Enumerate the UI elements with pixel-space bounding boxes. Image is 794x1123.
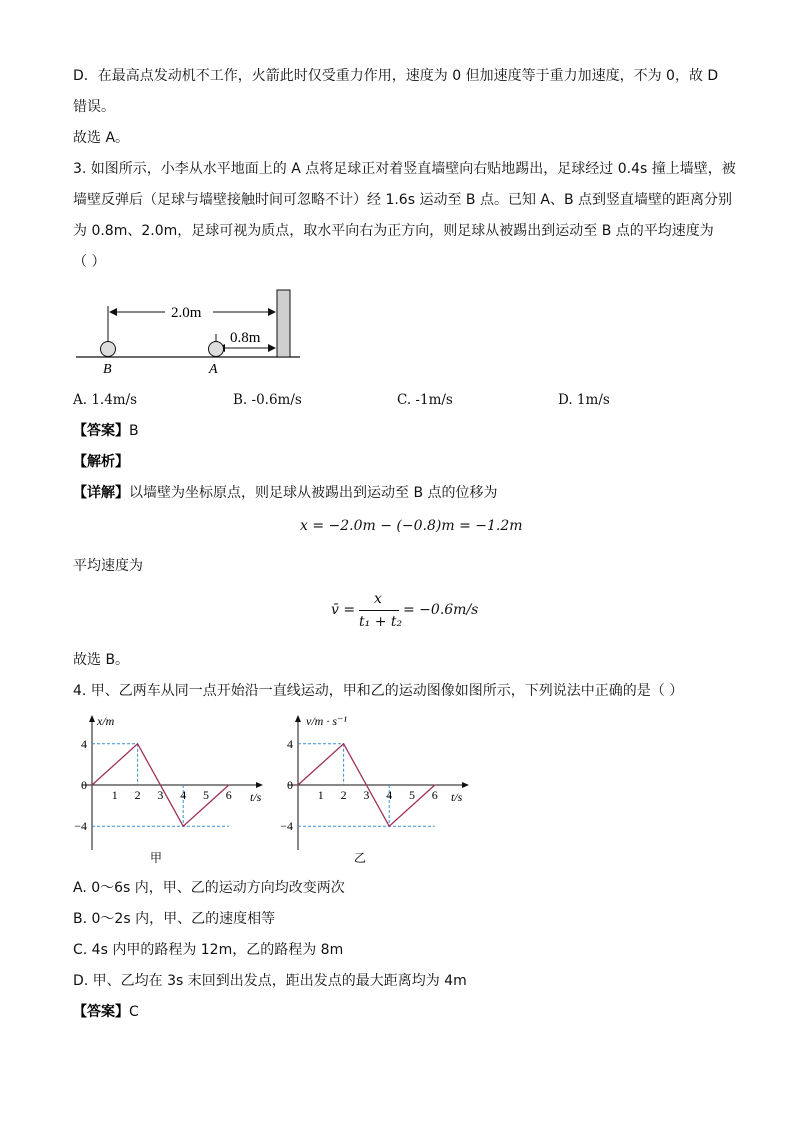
jia-point-2 xyxy=(183,826,184,827)
jia-ytick-2: −4 xyxy=(74,819,87,834)
q3-avg-label: 平均速度为 xyxy=(73,558,143,574)
yi-ytick-2: −4 xyxy=(280,819,293,834)
graph-yi-ylabel: v/m · s⁻¹ xyxy=(306,714,347,728)
formula2-num: x xyxy=(374,591,382,607)
jia-xtick-5: 5 xyxy=(203,788,209,802)
yi-xtick-6: 6 xyxy=(431,788,438,802)
label-a: A xyxy=(209,362,218,377)
q3-stem-line3: 为 0.8m、2.0m，足球可视为质点，取水平向右为正方向，则足球从被踢出到运动至 B 点的平均速度为 xyxy=(73,223,714,239)
q4-option-b: B. 0～2s 内，甲、乙的速度相等 xyxy=(73,911,276,927)
yi-point-1 xyxy=(343,743,344,744)
formula2-rhs: = −0.6m/s xyxy=(403,602,479,618)
q4-answer-value: C xyxy=(129,1004,139,1020)
graph-jia xyxy=(70,708,270,868)
dist-a-label: 0.8m xyxy=(230,330,261,346)
jia-xtick-3: 3 xyxy=(157,788,164,802)
dist-b-label: 2.0m xyxy=(171,305,202,321)
q3-choice: 故选 B。 xyxy=(73,652,130,668)
graph-yi-xlabel: t/s xyxy=(451,790,463,804)
yi-x-arrow xyxy=(462,782,469,788)
yi-point-0 xyxy=(297,784,298,785)
q2-choice: 故选 A。 xyxy=(73,130,130,146)
q4-answer-tag: 【答案】 xyxy=(73,1004,129,1020)
jia-x-arrow xyxy=(256,782,263,788)
jia-y-arrow xyxy=(89,715,95,722)
ball-b xyxy=(101,342,116,357)
graph-jia-xlabel: t/s xyxy=(250,790,262,804)
jia-xtick-4: 4 xyxy=(180,788,187,802)
q4-option-a: A. 0～6s 内，甲、乙的运动方向均改变两次 xyxy=(73,880,345,896)
ball-a xyxy=(209,342,224,357)
q4-option-c: C. 4s 内甲的路程为 12m，乙的路程为 8m xyxy=(73,942,344,958)
label-b: B xyxy=(103,362,112,377)
yi-xtick-2: 2 xyxy=(340,788,347,802)
q3-option-d: D. 1m/s xyxy=(558,392,610,408)
graph-yi-caption: 乙 xyxy=(354,851,367,865)
q3-answer-value: B xyxy=(129,423,139,439)
q3-stem-line2: 墙壁反弹后（足球与墙壁接触时间可忽略不计）经 1.6s 运动至 B 点。已知 A、B 点到竖直墙壁的距离分别 xyxy=(73,192,733,208)
q3-answer xyxy=(73,421,139,441)
q2-option-d-line1: D．在最高点发动机不工作，火箭此时仅受重力作用，速度为 0 但加速度等于重力加速度，不为 0，故 D xyxy=(73,68,719,84)
q3-answer-tag: 【答案】 xyxy=(73,423,129,439)
formula2-den: t₁ + t₂ xyxy=(359,614,403,630)
yi-ytick-1: 0 xyxy=(287,778,293,792)
jia-xtick-2: 2 xyxy=(134,788,141,802)
formula2-lhs: v̄ = xyxy=(331,602,356,618)
graph-jia-ylabel: x/m xyxy=(97,714,115,728)
q4-stem: 4. 甲、乙两车从同一点开始沿一直线运动，甲和乙的运动图像如图所示，下列说法中正确的是（ ） xyxy=(73,683,684,699)
formula2-fraction-bar xyxy=(359,610,399,611)
jia-ytick-1: 0 xyxy=(81,778,87,792)
yi-xtick-1: 1 xyxy=(317,788,324,802)
q3-figure xyxy=(70,284,310,379)
q4-option-d: D. 甲、乙均在 3s 末回到出发点，距出发点的最大距离均为 4m xyxy=(73,973,467,989)
wall xyxy=(277,290,290,357)
q3-stem-line4: （ ） xyxy=(73,254,106,270)
q3-detail xyxy=(73,483,498,503)
jia-point-1 xyxy=(137,743,138,744)
jia-point-0 xyxy=(91,784,92,785)
jia-xtick-6: 6 xyxy=(225,788,232,802)
q3-option-c: C. -1m/s xyxy=(397,392,453,408)
yi-point-3 xyxy=(434,784,435,785)
yi-xtick-4: 4 xyxy=(386,788,393,802)
q3-option-a: A. 1.4m/s xyxy=(73,392,138,408)
yi-y-arrow xyxy=(295,715,301,722)
q3-formula-displacement: x = −2.0m − (−0.8)m = −1.2m xyxy=(300,518,523,534)
yi-xtick-3: 3 xyxy=(363,788,370,802)
jia-xtick-1: 1 xyxy=(111,788,118,802)
q2-option-d-line2: 错误。 xyxy=(73,99,115,115)
graph-yi xyxy=(276,708,476,868)
q3-stem-line1: 3. 如图所示，小李从水平地面上的 A 点将足球正对着竖直墙壁向右贴地踢出，足球经过 0.4s 撞上墙壁，被 xyxy=(73,161,736,177)
q3-analysis-tag: 【解析】 xyxy=(73,454,129,470)
yi-ytick-0: 4 xyxy=(287,736,293,751)
q3-option-b: B. -0.6m/s xyxy=(233,392,302,408)
q3-detail-text: 以墙壁为坐标原点，则足球从被踢出到运动至 B 点的位移为 xyxy=(129,485,498,501)
yi-xtick-5: 5 xyxy=(409,788,415,802)
jia-point-3 xyxy=(228,784,229,785)
q3-detail-tag: 【详解】 xyxy=(73,485,129,501)
graph-jia-caption: 甲 xyxy=(150,851,163,865)
q4-answer xyxy=(73,1002,139,1022)
yi-point-2 xyxy=(389,826,390,827)
jia-ytick-0: 4 xyxy=(81,736,87,751)
